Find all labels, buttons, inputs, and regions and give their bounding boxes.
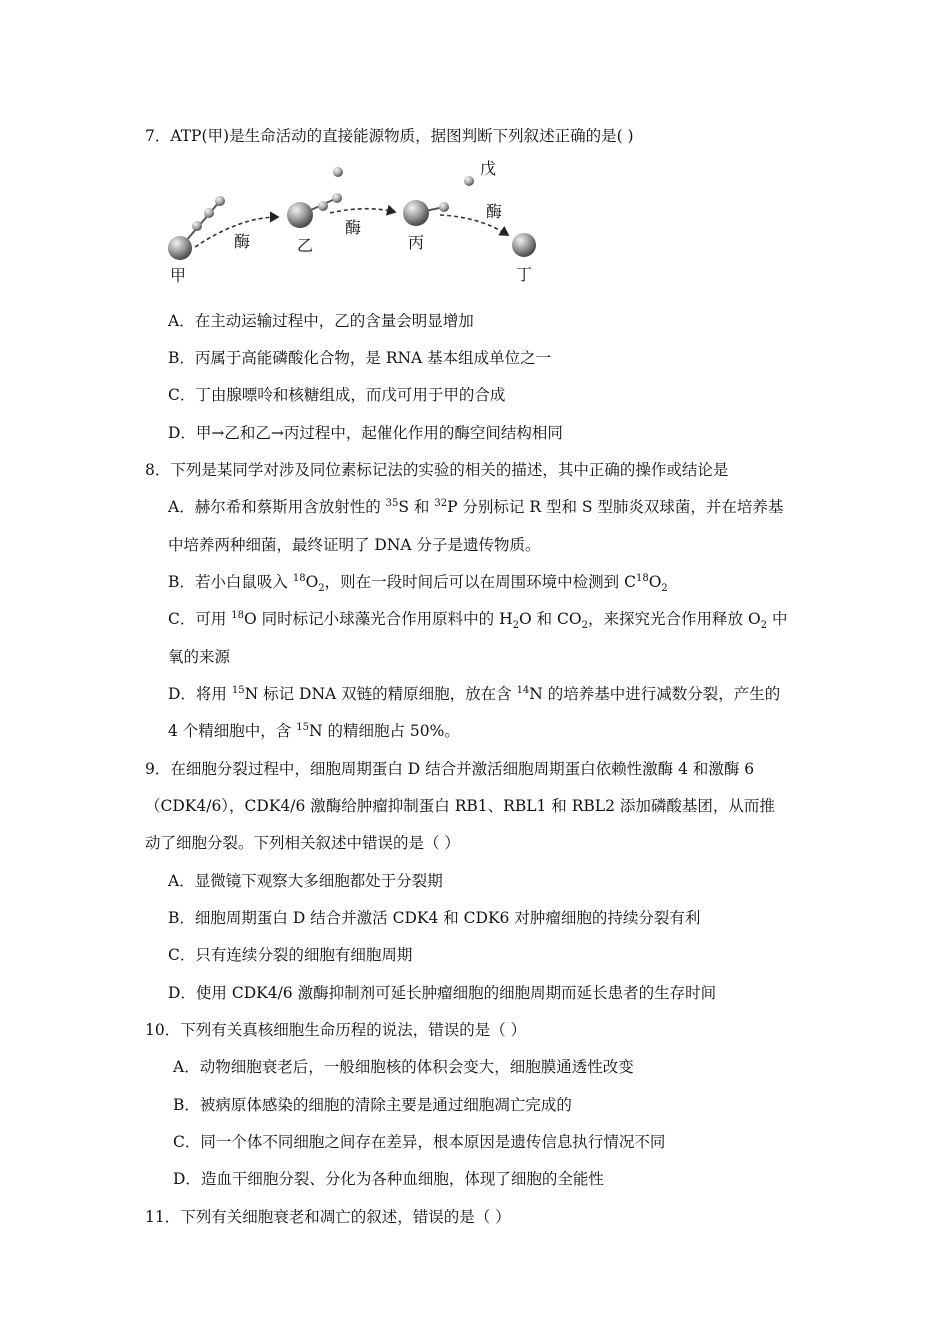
q9-option-b: B．细胞周期蛋白 D 结合并激活 CDK4 和 CDK6 对肿瘤细胞的持续分裂有利 <box>168 909 701 927</box>
label-yi: 乙 <box>297 236 314 255</box>
molecule-wu <box>464 176 474 186</box>
molecule-yi <box>287 193 342 228</box>
q7-stem: 7．ATP(甲)是生命活动的直接能源物质，据图判断下列叙述正确的是( ) <box>145 127 634 145</box>
enzyme-label-3: 酶 <box>486 202 503 221</box>
enzyme-label-2: 酶 <box>345 218 362 237</box>
atp-hydrolysis-diagram <box>160 155 540 290</box>
free-phosphate-1 <box>333 167 343 177</box>
molecule-ding <box>512 233 536 257</box>
label-bing: 丙 <box>408 233 425 252</box>
q8-option-d-line1: D．将用 $^{15}$N 标记 DNA 双链的精原细胞，放在含 $^{14}$N 的培养基中进行减数分裂，产生的 <box>168 684 781 703</box>
q10-option-c: C．同一个体不同细胞之间存在差异，根本原因是遗传信息执行情况不同 <box>173 1133 666 1151</box>
q8-option-c-line1: C．可用 $^{18}$O 同时标记小球藻光合作用原料中的 $H_2O$ 和 $CO_2$，来探究光合作用释放 $O_2$ 中 <box>168 609 788 632</box>
q9-option-a: A．显微镜下观察大多细胞都处于分裂期 <box>168 872 443 890</box>
q7-option-c: C．丁由腺嘌呤和核糖组成，而戊可用于甲的合成 <box>168 386 506 404</box>
q8-option-b: B．若小白鼠吸入 $^{18}O_2$，则在一段时间后可以在周围环境中检测到 $C^{18}O_2$ <box>168 572 668 595</box>
q9-stem-line3: 动了细胞分裂。下列相关叙述中错误的是（ ） <box>145 834 460 852</box>
q11-stem: 11．下列有关细胞衰老和凋亡的叙述，错误的是（ ） <box>145 1208 511 1226</box>
enzyme-label-1: 酶 <box>234 232 251 251</box>
q10-option-a: A．动物细胞衰老后，一般细胞核的体积会变大，细胞膜通透性改变 <box>173 1058 634 1076</box>
q10-stem: 10．下列有关真核细胞生命历程的说法，错误的是（ ） <box>145 1021 527 1039</box>
q9-stem-line1: 9．在细胞分裂过程中，细胞周期蛋白 D 结合并激活细胞周期蛋白依赖性激酶 4 和激酶 6 <box>145 760 755 778</box>
q9-option-d: D．使用 CDK4/6 激酶抑制剂可延长肿瘤细胞的细胞周期而延长患者的生存时间 <box>168 984 717 1002</box>
q8-option-a-line1: A．赫尔希和蔡斯用含放射性的 $^{35}$S 和 $^{32}$P 分别标记 R 型和 S 型肺炎双球菌，并在培养基 <box>168 497 784 516</box>
q8-option-a-line2: 中培养两种细菌，最终证明了 DNA 分子是遗传物质。 <box>168 536 541 554</box>
label-jia: 甲 <box>170 266 187 285</box>
q9-option-c: C．只有连续分裂的细胞有细胞周期 <box>168 946 413 964</box>
q10-option-b: B．被病原体感染的细胞的清除主要是通过细胞凋亡完成的 <box>173 1096 572 1114</box>
q7-option-d: D．甲→乙和乙→丙过程中，起催化作用的酶空间结构相同 <box>168 424 563 442</box>
arrow-2 <box>330 209 395 213</box>
q8-option-c-line2: 氧的来源 <box>168 648 231 666</box>
q9-stem-line2: （CDK4/6），CDK4/6 激酶给肿瘤抑制蛋白 RB1、RBL1 和 RBL2 添加磷酸基团，从而推 <box>145 797 775 815</box>
q10-option-d: D．造血干细胞分裂、分化为各种血细胞，体现了细胞的全能性 <box>173 1170 604 1188</box>
q8-stem: 8．下列是某同学对涉及同位素标记法的实验的相关的描述，其中正确的操作或结论是 <box>145 461 729 479</box>
label-ding: 丁 <box>516 265 533 284</box>
label-wu: 戊 <box>480 159 497 178</box>
molecule-bing <box>403 200 449 226</box>
q8-option-d-line2: 4 个精细胞中，含 $^{15}$N 的精细胞占 50%。 <box>168 721 460 740</box>
molecule-jia <box>168 196 225 260</box>
q7-option-b: B．丙属于高能磷酸化合物，是 RNA 基本组成单位之一 <box>168 349 552 367</box>
q7-option-a: A．在主动运输过程中，乙的含量会明显增加 <box>168 312 474 330</box>
